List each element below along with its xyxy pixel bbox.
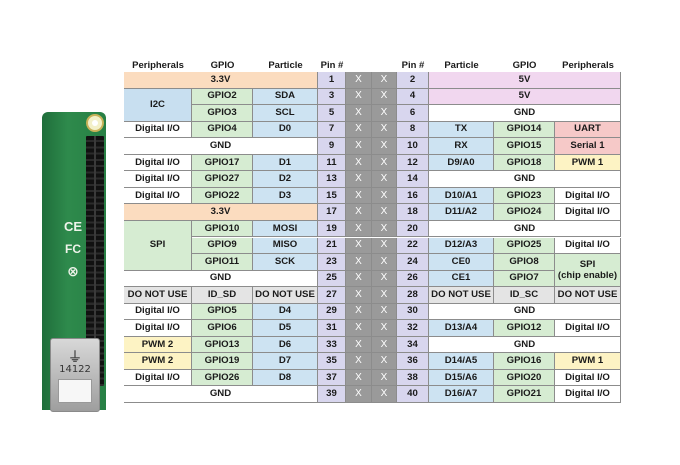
particle-label: D4 xyxy=(253,304,318,321)
pin-number-left: 19 xyxy=(318,221,346,238)
pin-number-right: 26 xyxy=(397,271,429,288)
power-5v-label: 5V xyxy=(429,89,621,106)
header-left-pin: Pin # xyxy=(320,60,344,71)
uart-label: UART xyxy=(555,122,621,139)
peripheral-label: Digital I/O xyxy=(124,171,192,188)
power-5v-label: 5V xyxy=(429,72,621,89)
pin-number-right: 12 xyxy=(397,155,429,172)
x-mark-right: X xyxy=(372,188,397,205)
particle-label: MISO xyxy=(253,238,318,255)
do-not-use-label: DO NOT USE xyxy=(124,287,192,304)
peripheral-label: Digital I/O xyxy=(124,370,192,387)
spi-group-label: SPI xyxy=(124,221,192,271)
gnd-label: GND xyxy=(429,105,621,122)
x-mark-left: X xyxy=(346,155,372,172)
gpio-label: GPIO6 xyxy=(192,320,253,337)
peripheral-label: Digital I/O xyxy=(124,188,192,205)
pin-number-left: 39 xyxy=(318,386,346,403)
fc-mark-icon: FC xyxy=(65,242,81,256)
x-mark-left: X xyxy=(346,105,372,122)
x-mark-right: X xyxy=(372,138,397,155)
pin-number-right: 28 xyxy=(397,287,429,304)
x-mark-right: X xyxy=(372,122,397,139)
chip-enable-label: (chip enable) xyxy=(557,270,618,282)
particle-label: D14/A5 xyxy=(429,353,494,370)
x-mark-left: X xyxy=(346,221,372,238)
x-mark-right: X xyxy=(372,72,397,89)
silkscreen-text xyxy=(48,130,68,200)
peripheral-label: Digital I/O xyxy=(555,370,621,387)
particle-label: D3 xyxy=(253,188,318,205)
particle-label: TX xyxy=(429,122,494,139)
x-mark-left: X xyxy=(346,188,372,205)
pin-number-left: 31 xyxy=(318,320,346,337)
usb-socket xyxy=(58,379,92,403)
x-mark-left: X xyxy=(346,337,372,354)
pin-number-right: 8 xyxy=(397,122,429,139)
x-mark-left: X xyxy=(346,171,372,188)
particle-label: D13/A4 xyxy=(429,320,494,337)
pin-number-right: 40 xyxy=(397,386,429,403)
pin-number-right: 24 xyxy=(397,254,429,271)
particle-label: SDA xyxy=(253,89,318,106)
pinout-table xyxy=(124,56,621,403)
gpio-label: GPIO10 xyxy=(192,221,253,238)
usb-port xyxy=(50,338,100,412)
particle-label: D15/A6 xyxy=(429,370,494,387)
ce-mark-icon: CE xyxy=(63,219,83,234)
particle-label: D10/A1 xyxy=(429,188,494,205)
pin-number-right: 2 xyxy=(397,72,429,89)
gpio-label: GPIO14 xyxy=(494,122,555,139)
pin-number-left: 7 xyxy=(318,122,346,139)
pin-number-right: 38 xyxy=(397,370,429,387)
pin-number-left: 25 xyxy=(318,271,346,288)
pin-number-left: 33 xyxy=(318,337,346,354)
power-3v3-label: 3.3V xyxy=(124,72,318,89)
particle-label: D2 xyxy=(253,171,318,188)
particle-label: D12/A3 xyxy=(429,238,494,255)
gpio-label: GPIO20 xyxy=(494,370,555,387)
x-mark-right: X xyxy=(372,238,397,255)
peripheral-label: Digital I/O xyxy=(555,238,621,255)
raspberry-pi-zero-board xyxy=(42,112,108,410)
particle-label: D9/A0 xyxy=(429,155,494,172)
x-mark-right: X xyxy=(372,89,397,106)
x-mark-left: X xyxy=(346,370,372,387)
id-pin-label: ID_SC xyxy=(494,287,555,304)
do-not-use-label: DO NOT USE xyxy=(555,287,621,304)
pin-number-left: 27 xyxy=(318,287,346,304)
particle-label: CE0 xyxy=(429,254,494,271)
particle-label: MOSI xyxy=(253,221,318,238)
header-left-peripherals: Peripherals xyxy=(132,60,184,71)
x-mark-left: X xyxy=(346,271,372,288)
x-mark-right: X xyxy=(372,353,397,370)
pin-number-right: 36 xyxy=(397,353,429,370)
peripheral-label: Digital I/O xyxy=(555,188,621,205)
pin-number-right: 16 xyxy=(397,188,429,205)
x-mark-left: X xyxy=(346,89,372,106)
pin-number-left: 11 xyxy=(318,155,346,172)
pwm-label: PWM 1 xyxy=(555,353,621,370)
pin-number-left: 35 xyxy=(318,353,346,370)
header-right-gpio: GPIO xyxy=(512,60,537,71)
particle-label: D5 xyxy=(253,320,318,337)
header-right-peripherals: Peripherals xyxy=(562,60,614,71)
pin-number-left: 5 xyxy=(318,105,346,122)
spi-label: SPI xyxy=(579,259,596,271)
x-mark-right: X xyxy=(372,271,397,288)
gpio-label: GPIO11 xyxy=(192,254,253,271)
gpio-label: GPIO26 xyxy=(192,370,253,387)
gnd-label: GND xyxy=(429,171,621,188)
gnd-label: GND xyxy=(124,271,318,288)
gpio-label: GPIO25 xyxy=(494,238,555,255)
gpio-label: GPIO8 xyxy=(494,254,555,271)
x-mark-right: X xyxy=(372,105,397,122)
gpio-label: GPIO18 xyxy=(494,155,555,172)
pin-number-left: 3 xyxy=(318,89,346,106)
header-right-pin: Pin # xyxy=(401,60,425,71)
peripheral-label: Digital I/O xyxy=(555,320,621,337)
gpio-label: GPIO12 xyxy=(494,320,555,337)
x-mark-left: X xyxy=(346,122,372,139)
peripheral-label: Digital I/O xyxy=(124,155,192,172)
gnd-label: GND xyxy=(429,304,621,321)
x-mark-right: X xyxy=(372,320,397,337)
gpio-label: GPIO2 xyxy=(192,89,253,106)
gpio-label: GPIO9 xyxy=(192,238,253,255)
x-mark-left: X xyxy=(346,238,372,255)
particle-label: D1 xyxy=(253,155,318,172)
do-not-use-label: DO NOT USE xyxy=(253,287,318,304)
pin-number-left: 37 xyxy=(318,370,346,387)
gpio-label: GPIO22 xyxy=(192,188,253,205)
particle-label: SCK xyxy=(253,254,318,271)
id-pin-label: ID_SD xyxy=(192,287,253,304)
peripheral-label: Digital I/O xyxy=(124,122,192,139)
x-mark-right: X xyxy=(372,304,397,321)
x-mark-left: X xyxy=(346,353,372,370)
x-mark-right: X xyxy=(372,287,397,304)
pin-number-left: 15 xyxy=(318,188,346,205)
x-mark-left: X xyxy=(346,138,372,155)
peripheral-label: Digital I/O xyxy=(555,204,621,221)
header-left-gpio: GPIO xyxy=(210,60,235,71)
pin-number-right: 14 xyxy=(397,171,429,188)
gpio-label: GPIO4 xyxy=(192,122,253,139)
x-mark-right: X xyxy=(372,337,397,354)
no-bin-icon: ⊗ xyxy=(67,263,79,279)
x-mark-right: X xyxy=(372,221,397,238)
particle-label: D11/A2 xyxy=(429,204,494,221)
pin-number-right: 30 xyxy=(397,304,429,321)
pin-number-right: 6 xyxy=(397,105,429,122)
power-3v3-label: 3.3V xyxy=(124,204,318,221)
gnd-label: GND xyxy=(124,386,318,403)
x-mark-right: X xyxy=(372,204,397,221)
x-mark-right: X xyxy=(372,155,397,172)
gpio-label: GPIO7 xyxy=(494,271,555,288)
mount-hole-top xyxy=(86,114,104,132)
x-mark-left: X xyxy=(346,386,372,403)
x-mark-left: X xyxy=(346,254,372,271)
particle-label: SCL xyxy=(253,105,318,122)
header-left-particle: Particle xyxy=(268,60,303,71)
gpio-label: GPIO23 xyxy=(494,188,555,205)
x-mark-left: X xyxy=(346,72,372,89)
pwm-label: PWM 2 xyxy=(124,337,192,354)
do-not-use-label: DO NOT USE xyxy=(429,287,494,304)
x-mark-right: X xyxy=(372,254,397,271)
x-mark-right: X xyxy=(372,370,397,387)
pin-number-left: 21 xyxy=(318,238,346,255)
peripheral-label: Digital I/O xyxy=(555,386,621,403)
gpio-label: GPIO21 xyxy=(494,386,555,403)
pin-number-right: 22 xyxy=(397,238,429,255)
gnd-label: GND xyxy=(124,138,318,155)
x-mark-right: X xyxy=(372,171,397,188)
x-mark-left: X xyxy=(346,304,372,321)
pin-number-left: 1 xyxy=(318,72,346,89)
gpio-label: GPIO5 xyxy=(192,304,253,321)
gpio-label: GPIO15 xyxy=(494,138,555,155)
serial-label: Serial 1 xyxy=(555,138,621,155)
x-mark-left: X xyxy=(346,320,372,337)
particle-label: D8 xyxy=(253,370,318,387)
pin-number-left: 23 xyxy=(318,254,346,271)
peripheral-label: Digital I/O xyxy=(124,320,192,337)
board-code: 14122 xyxy=(59,364,91,375)
particle-label: D0 xyxy=(253,122,318,139)
pwm-label: PWM 1 xyxy=(555,155,621,172)
gpio-label: GPIO27 xyxy=(192,171,253,188)
particle-label: D6 xyxy=(253,337,318,354)
gpio-label: GPIO19 xyxy=(192,353,253,370)
pin-number-right: 34 xyxy=(397,337,429,354)
particle-label: RX xyxy=(429,138,494,155)
pin-number-right: 18 xyxy=(397,204,429,221)
x-mark-left: X xyxy=(346,287,372,304)
pin-number-right: 10 xyxy=(397,138,429,155)
gpio-label: GPIO3 xyxy=(192,105,253,122)
spi-chip-enable-group xyxy=(555,254,621,287)
gnd-label: GND xyxy=(429,221,621,238)
i2c-group-label: I2C xyxy=(124,89,192,122)
gpio-label: GPIO24 xyxy=(494,204,555,221)
gpio-label: GPIO17 xyxy=(192,155,253,172)
gpio-label: GPIO13 xyxy=(192,337,253,354)
usb-icon: ⏚ xyxy=(68,349,82,365)
pin-number-left: 9 xyxy=(318,138,346,155)
gnd-label: GND xyxy=(429,337,621,354)
certification-icons xyxy=(60,216,86,296)
pin-number-right: 32 xyxy=(397,320,429,337)
pin-number-left: 13 xyxy=(318,171,346,188)
gpio-label: GPIO16 xyxy=(494,353,555,370)
pin-number-right: 20 xyxy=(397,221,429,238)
particle-label: CE1 xyxy=(429,271,494,288)
pin-number-left: 17 xyxy=(318,204,346,221)
pwm-label: PWM 2 xyxy=(124,353,192,370)
x-mark-left: X xyxy=(346,204,372,221)
particle-label: D7 xyxy=(253,353,318,370)
pin-number-left: 29 xyxy=(318,304,346,321)
peripheral-label: Digital I/O xyxy=(124,304,192,321)
particle-label: D16/A7 xyxy=(429,386,494,403)
x-mark-right: X xyxy=(372,386,397,403)
header-right-particle: Particle xyxy=(444,60,479,71)
pin-number-right: 4 xyxy=(397,89,429,106)
